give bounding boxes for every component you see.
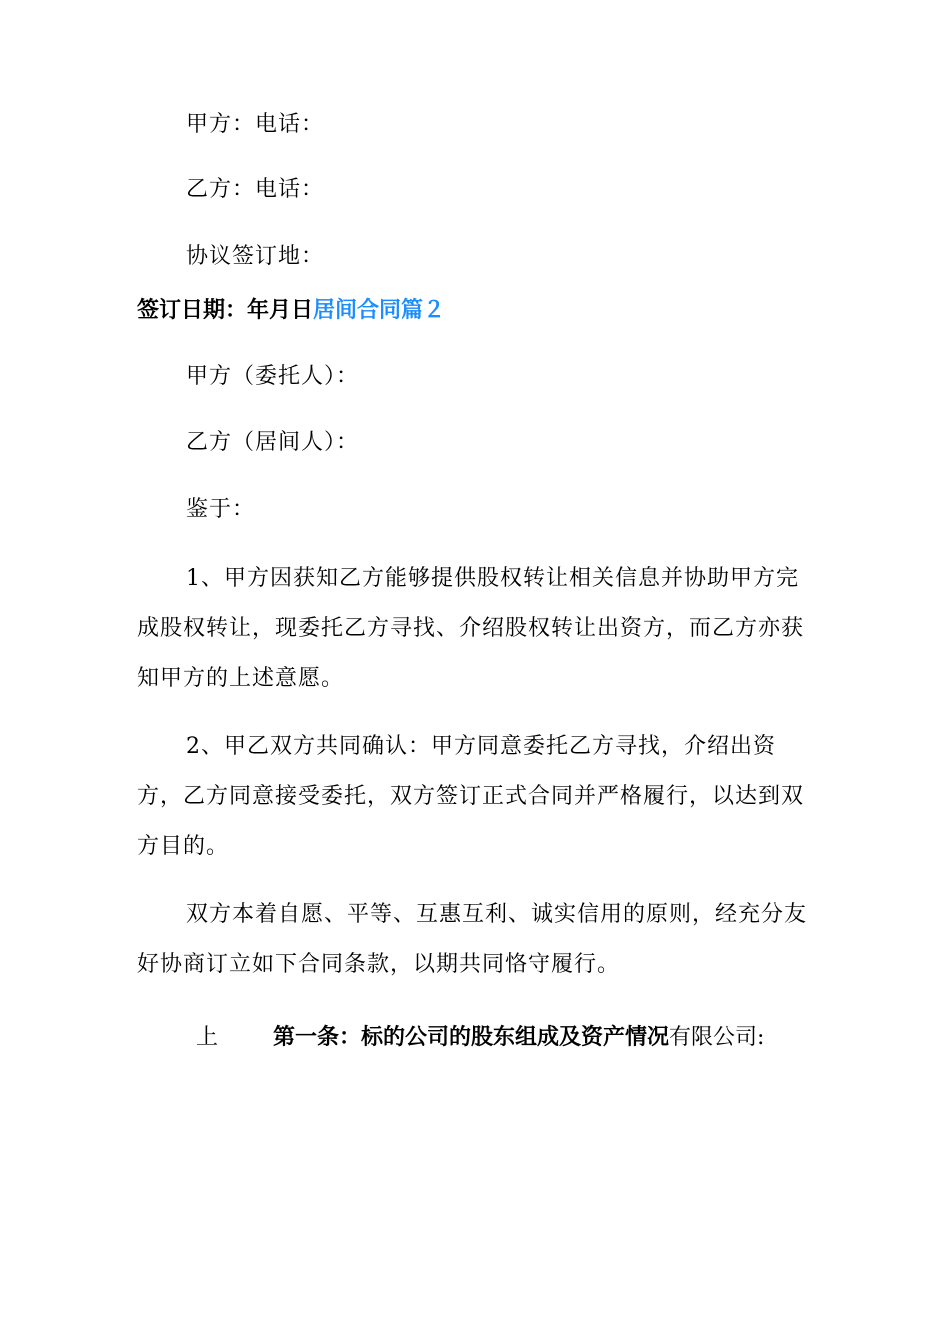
paragraph-1-line-3: 知甲方的上述意愿。 <box>137 666 345 691</box>
paragraph-2-line-3: 方目的。 <box>137 834 230 859</box>
party-a-principal-line: 甲方（委托人）： <box>186 364 360 389</box>
paragraph-1-line-2: 成股权转让，现委托乙方寻找、介绍股权转让出资方，而乙方亦获 <box>137 616 805 641</box>
clause-1-line <box>273 1023 764 1053</box>
party-b-phone-line: 乙方：电话： <box>186 177 325 202</box>
clause-1-suffix: 有限公司: <box>669 1025 765 1050</box>
whereas-line: 鉴于： <box>186 497 256 522</box>
paragraph-2-line-2: 方，乙方同意接受委托，双方签订正式合同并严格履行，以达到双 <box>137 784 805 809</box>
signing-date-text: 签订日期：年月日 <box>137 298 314 323</box>
party-b-broker-line: 乙方（居间人）： <box>186 430 360 455</box>
paragraph-1-line-1: 1、甲方因获知乙方能够提供股权转让相关信息并协助甲方完 <box>186 566 799 591</box>
clause-1-title: 第一条：标的公司的股东组成及资产情况 <box>273 1025 670 1050</box>
party-a-phone-line: 甲方：电话： <box>186 112 325 137</box>
paragraph-3-line-2: 好协商订立如下合同条款，以期共同恪守履行。 <box>137 952 621 977</box>
signing-place-line: 协议签订地： <box>186 244 325 269</box>
paragraph-2-line-1: 2、甲乙双方共同确认：甲方同意委托乙方寻找，介绍出资 <box>186 734 776 759</box>
paragraph-3-line-1: 双方本着自愿、平等、互惠互利、诚实信用的原则，经充分友 <box>186 902 808 927</box>
contract-title-link[interactable]: 居间合同篇２ <box>313 298 446 323</box>
section-heading <box>137 296 445 326</box>
clause-prefix: 上 <box>196 1025 220 1050</box>
